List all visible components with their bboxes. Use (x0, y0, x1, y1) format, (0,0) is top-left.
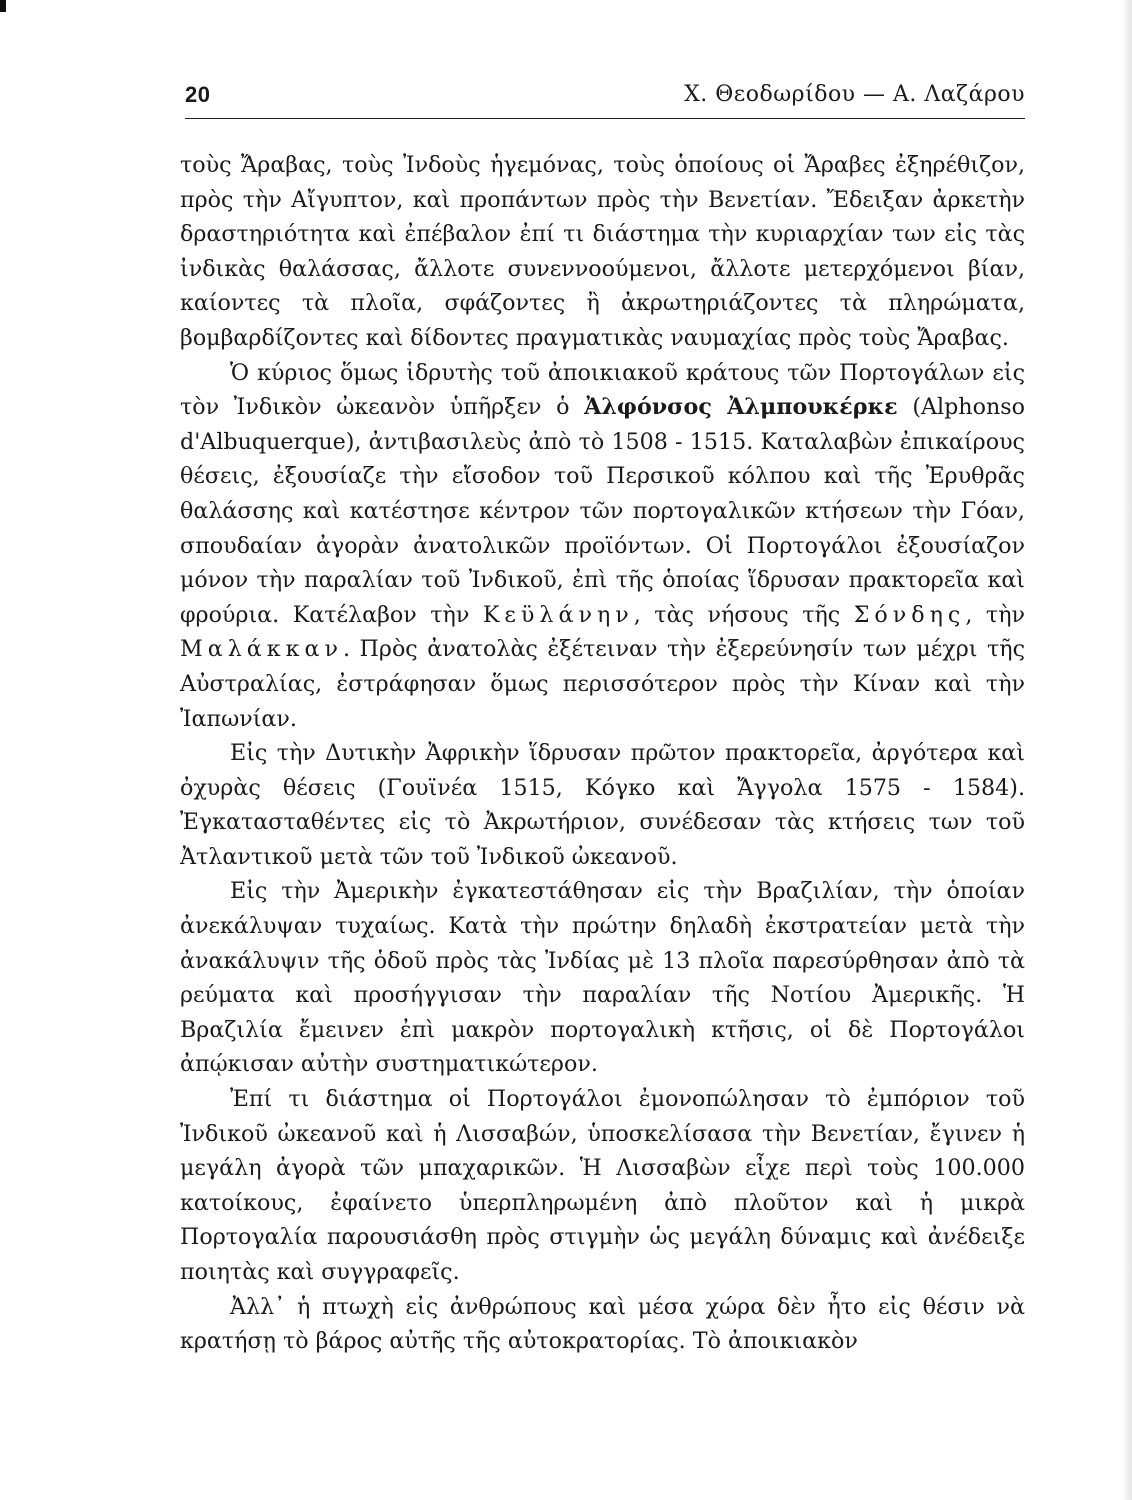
body-text (180, 148, 1025, 1359)
paragraph-6: Ἀλλ᾽ ἡ πτωχὴ εἰς ἀνθρώπους καὶ μέσα χώρα δὲν ἦτο εἰς θέσιν νὰ κρατήσῃ τὸ βάρος αὐτῆς τῆς αὐτοκρατορίας. Τὸ ἀποικιακὸν (180, 1293, 1025, 1355)
paragraph-2-after-name: (Alphonso d'Albuquerque), ἀντιβασιλεὺς ἀπὸ τὸ 1508 - 1515. Καταλαβὼν ἐπικαίρους θέσεις, ἐξουσίαζε τὴν εἴσοδον τοῦ Περσικοῦ κόλπου καὶ τῆς Ἐρυθρᾶς θαλάσσης καὶ κατέστησε κέντρον τῶν πορτογαλικῶν κτήσεων τὴν Γόαν, σπουδαίαν ἀγορὰν ἀνατολικῶν προϊόντων. Οἱ Πορτογάλοι ἐξουσίαζον μόνον τὴν παραλίαν τοῦ Ἰνδικοῦ, ἐπὶ τῆς ὁποίας ἵδρυσαν πρακτορεῖα καὶ φρούρια. Κατέλαβον τὴν (180, 394, 1025, 628)
paragraph-5: Ἐπί τι διάστημα οἱ Πορτογάλοι ἐμονοπώλησαν τὸ ἐμπόριον τοῦ Ἰνδικοῦ ὠκεανοῦ καὶ ἡ Λισσαβών, ὑποσκελίσασα τὴν Βενετίαν, ἔγινεν ἡ μεγάλη ἀγορὰ τῶν μπαχαρικῶν. Ἡ Λισσαβὼν εἶχε περὶ τοὺς 100.000 κατοίκους, ἐφαίνετο ὑπερπληρωμένη ἀπὸ πλοῦτον καὶ ἡ μικρὰ Πορτογαλία παρουσιάσθη πρὸς στιγμὴν ὡς μεγάλη δύναμις καὶ ἀνέδειξε ποιητὰς καὶ συγγραφεῖς. (180, 1086, 1025, 1285)
paragraph-2-before: Ὁ κύριος ὅμως ἱδρυτὴς τοῦ ἀποικιακοῦ κράτους τῶν Πορτογάλων εἰς τὸν Ἰνδικὸν ὠκεανὸν ὑπῆρξεν ὁ (180, 359, 1025, 421)
header-rule (185, 118, 1025, 119)
paragraph-4: Εἰς τὴν Ἀμερικὴν ἐγκατεστάθησαν εἰς τὴν Βραζιλίαν, τὴν ὁποίαν ἀνεκάλυψαν τυχαίως. Κατὰ τὴν πρώτην δηλαδὴ ἐκστρατείαν μετὰ τὴν ἀνακάλυψιν τῆς ὁδοῦ πρὸς τὰς Ἰνδίας μὲ 13 πλοῖα παρεσύρθησαν ἀπὸ τὰ ρεύματα καὶ προσήγγισαν τὴν παραλίαν τῆς Νοτίου Ἀμερικῆς. Ἡ Βραζιλία ἔμεινεν ἐπὶ μακρὸν πορτογαλικὴ κτῆσις, οἱ δὲ Πορτογάλοι ἀπῴκισαν αὐτὴν συστηματικώτερον. (180, 878, 1025, 1078)
place-ceylon: Κεϋλάνην (482, 601, 634, 628)
place-malacca: Μαλάκκαν (180, 636, 343, 663)
paragraph-3: Εἰς τὴν Δυτικὴν Ἀφρικὴν ἵδρυσαν πρῶτον πρακτορεῖα, ἀργότερα καὶ ὀχυρὰς θέσεις (Γουϊνέα 1515, Κόγκο καὶ Ἄγγολα 1575 - 1584). Ἐγκατασταθέντες εἰς τὸ Ἀκρωτήριον, συνέδεσαν τὰς κτήσεις των τοῦ Ἀτλαντικοῦ μετὰ τῶν τοῦ Ἰνδικοῦ ὠκεανοῦ. (180, 740, 1025, 870)
paragraph-2-mid-1: , τὰς νήσους τῆς (633, 601, 841, 628)
scan-edge-mark (0, 0, 6, 12)
running-title: Χ. Θεοδωρίδου — Α. Λαζάρου (684, 82, 1025, 107)
page-number: 20 (185, 82, 211, 107)
paragraph-2 (180, 356, 1025, 737)
albuquerque-name: Ἀλφόνσος Ἀλμπουκέρκε (584, 394, 898, 421)
place-sunda: Σόνδης (853, 601, 966, 628)
paragraph-2-mid-2: , τὴν (965, 601, 1025, 628)
paragraph-1: τοὺς Ἄραβας, τοὺς Ἰνδοὺς ἡγεμόνας, τοὺς ὁποίους οἱ Ἄραβες ἐξηρέθιζον, πρὸς τὴν Αἴγυπτον, καὶ προπάντων πρὸς τὴν Βενετίαν. Ἔδειξαν ἀρκετὴν δραστηριότητα καὶ ἐπέβαλον ἐπί τι διάστημα τὴν κυριαρχίαν των εἰς τὰς ἰνδικὰς θαλάσσας, ἄλλοτε συνεννοούμενοι, ἄλλοτε μετερχόμενοι βίαν, καίοντες τὰ πλοῖα, σφάζοντες ἢ ἀκρωτηριάζοντες τὰ πληρώματα, βομβαρδίζοντες καὶ δίδοντες πραγματικὰς ναυμαχίας πρὸς τοὺς Ἄραβας. (180, 152, 1025, 351)
paragraph-2-end: . Πρὸς ἀνατολὰς ἐξέτειναν τὴν ἐξερεύνησίν των μέχρι τῆς Αὐστραλίας, ἐστράφησαν ὅμως περισσότερον πρὸς τὴν Κίναν καὶ τὴν Ἰαπωνίαν. (180, 636, 1025, 732)
page-header (185, 82, 1025, 112)
page-edge-shadow (1122, 0, 1132, 1500)
